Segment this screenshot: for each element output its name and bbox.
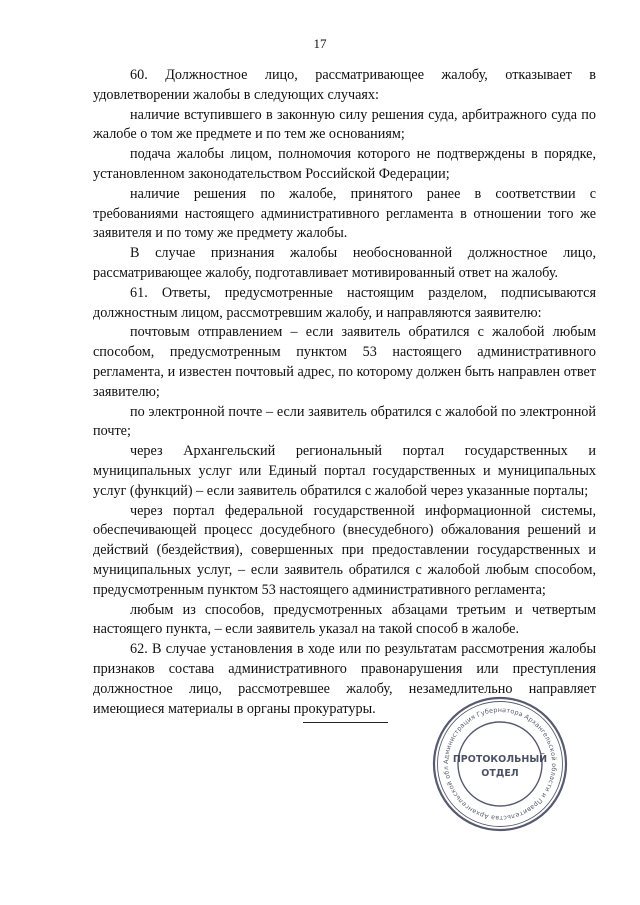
paragraph-regional-portal: через Архангельский региональный портал государственных и муниципальных услуг или Единый портал государственных и муниципальных услуг (функций) – если заявитель обратился с жалобой через указанные порталы; bbox=[93, 443, 596, 499]
paragraph-62: 62. В случае установления в ходе или по результатам рассмотрения жалобы признаков состава административного правонарушения или преступления должностное лицо, рассмотревшее жалобу, незамедлительно направляет имеющиеся материалы в органы прокуратуры. bbox=[93, 641, 596, 717]
paragraph-federal-portal: через портал федеральной государственной информационной системы, обеспечивающей процесс досудебного (внесудебного) обжалования решений и действий (бездействия), совершенных при предоставлении государственных и муниципальных услуг, – если заявитель обратился с жалобой любым способом, предусмотренным пунктом 53 настоящего административного регламента; bbox=[93, 502, 596, 598]
stamp-ring-text: Администрация Губернатора Архангельской области и Правительства Архангельской обл bbox=[441, 705, 559, 823]
paragraph-no-authority: подача жалобы лицом, полномочия которого не подтверждены в порядке, установленном законодательством Российской Федерации; bbox=[93, 146, 596, 182]
stamp-center-line-1: ПРОТОКОЛЬНЫЙ bbox=[452, 754, 548, 765]
paragraph-prior-decision: наличие решения по жалобе, принятого ранее в соответствии с требованиями настоящего административного регламента в отношении того же заявителя и по тому же предмету жалобы. bbox=[93, 185, 596, 242]
document-body bbox=[93, 66, 596, 719]
paragraph-60-intro: 60. Должностное лицо, рассматривающее жалобу, отказывает в удовлетворении жалобы в следующих случаях: bbox=[93, 67, 596, 103]
paragraph-email: по электронной почте – если заявитель обратился с жалобой по электронной почте; bbox=[93, 403, 596, 440]
stamp-center-line-2: ОТДЕЛ bbox=[481, 768, 519, 779]
end-rule bbox=[303, 722, 388, 723]
paragraph-61-intro: 61. Ответы, предусмотренные настоящим разделом, подписываются должностным лицом, рассмотревшим жалобу, и направляются заявителю: bbox=[93, 284, 596, 321]
stamp-seal-icon bbox=[430, 694, 570, 834]
paragraph-unfounded: В случае признания жалобы необоснованной должностное лицо, рассматривающее жалобу, подготавливает мотивированный ответ на жалобу. bbox=[93, 245, 596, 281]
paragraph-any-method: любым из способов, предусмотренных абзацами третьим и четвертым настоящего пункта, – если заявитель указал на такой способ в жалобе. bbox=[93, 601, 596, 638]
paragraph-postal: почтовым отправлением – если заявитель обратился с жалобой любым способом, предусмотренным пунктом 53 настоящего административного регламента, и известен почтовый адрес, по которому должен быть направлен ответ заявителю; bbox=[93, 324, 596, 400]
official-stamp bbox=[430, 694, 570, 834]
page-number: 17 bbox=[313, 36, 327, 51]
paragraph-court-decision: наличие вступившего в законную силу решения суда, арбитражного суда по жалобе о том же предмете и по тем же основаниям; bbox=[93, 106, 596, 143]
